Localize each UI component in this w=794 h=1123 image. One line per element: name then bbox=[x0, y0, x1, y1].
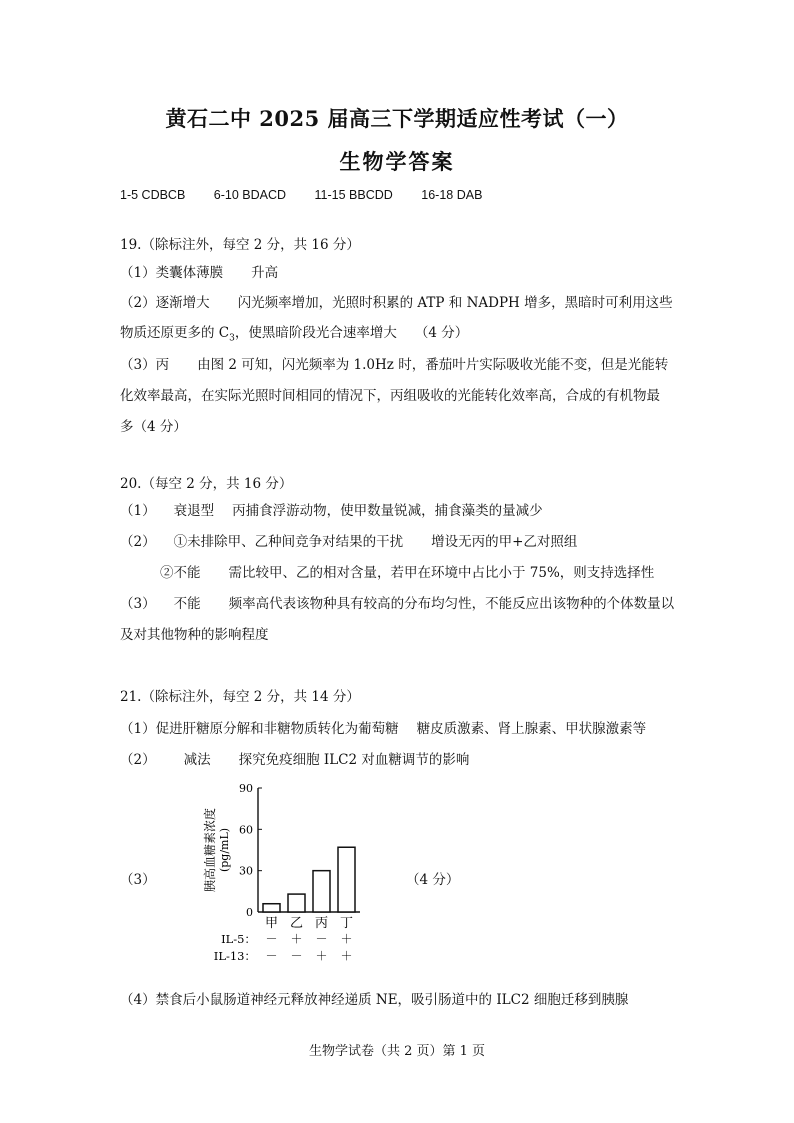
part-number: （2） bbox=[120, 534, 156, 550]
bar bbox=[313, 871, 330, 912]
x-category-label: 甲 bbox=[264, 916, 279, 931]
part-number: （1） bbox=[120, 721, 156, 737]
answer-text: 升高 bbox=[251, 265, 279, 281]
mc-answer-key bbox=[120, 188, 507, 202]
part-number: （3） bbox=[120, 357, 156, 373]
answer-text: 衰退型 bbox=[173, 503, 215, 519]
y-tick-label: 30 bbox=[239, 864, 253, 878]
answer-text: 需比较甲、乙的相对含量，若甲在环境中占比小于 75%，则支持选择性 bbox=[228, 565, 655, 581]
treatment-sign: － bbox=[265, 932, 278, 946]
q19-part2-line2 bbox=[120, 321, 468, 344]
x-category-label: 丙 bbox=[314, 916, 329, 931]
page-subtitle: 生物学答案 bbox=[339, 149, 455, 174]
q21-part1 bbox=[120, 717, 646, 737]
answer-text: 物质还原更多的 C bbox=[120, 325, 230, 341]
q21-part4 bbox=[120, 988, 628, 1008]
page-title: 黄石二中 2025 届高三下学期适应性考试（一） bbox=[165, 106, 629, 131]
mc-answer-group: 11-15 BBCDD bbox=[314, 188, 393, 202]
q19-header: 19.（除标注外，每空 2 分，共 16 分） bbox=[120, 237, 360, 253]
q19-part1 bbox=[120, 261, 278, 281]
q20-part2-line1 bbox=[120, 530, 577, 550]
q20-part2-line2 bbox=[160, 561, 654, 581]
answer-text: 减法 bbox=[183, 752, 211, 768]
treatment-sign: ＋ bbox=[290, 932, 303, 946]
part-number: （4） bbox=[120, 992, 156, 1008]
answer-text: 丙 bbox=[155, 357, 170, 373]
answer-text: 促进肝糖原分解和非糖物质转化为葡萄糖 bbox=[155, 721, 399, 737]
answer-text: 闪光频率增加，光照时积累的 ATP 和 NADPH 增多，黑暗时可利用这些 bbox=[237, 295, 673, 311]
q21-part3-score: （4 分） bbox=[406, 872, 460, 888]
answer-text: ，使黑暗阶段光合速率增大 bbox=[234, 325, 397, 341]
answer-text: 频率高代表该物种具有较高的分布均匀性，不能反应出该物种的个体数量以 bbox=[228, 596, 675, 612]
answer-text: 增设无丙的甲+乙对照组 bbox=[431, 534, 578, 550]
part-number: （1） bbox=[120, 265, 156, 281]
y-axis-label: 胰高血糖素浓度 bbox=[203, 807, 217, 893]
q19-part3-line2: 化效率最高，在实际光照时间相同的情况下，丙组吸收的光能转化效率高，合成的有机物最 bbox=[120, 388, 660, 404]
part-number: （1） bbox=[120, 503, 156, 519]
subscript: 3 bbox=[229, 333, 235, 344]
answer-text: 探究免疫细胞 ILC2 对血糖调节的影响 bbox=[238, 752, 470, 768]
y-tick-label: 60 bbox=[239, 823, 253, 837]
q20-part3-line2: 及对其他物种的影响程度 bbox=[120, 627, 269, 643]
treatment-sign: ＋ bbox=[340, 949, 353, 963]
part-number: （2） bbox=[120, 752, 156, 768]
bar bbox=[338, 847, 355, 912]
answer-text: ②不能 bbox=[160, 565, 201, 581]
q21-part3-number: （3） bbox=[120, 872, 156, 888]
treatment-row-label: IL-5： bbox=[221, 932, 256, 946]
score-note: （4 分） bbox=[414, 325, 469, 341]
treatment-sign: ＋ bbox=[315, 949, 328, 963]
answer-text: 类囊体薄膜 bbox=[155, 265, 224, 281]
part-number: （2） bbox=[120, 295, 156, 311]
mc-answer-group: 1-5 CDBCB bbox=[120, 188, 186, 202]
q20-part3-line1 bbox=[120, 592, 674, 612]
page-footer: 生物学试卷（共 2 页）第 1 页 bbox=[308, 1044, 486, 1059]
treatment-sign: － bbox=[290, 949, 303, 963]
y-axis-unit: (pg/mL) bbox=[218, 827, 231, 873]
q19-part3-line3: 多（4 分） bbox=[120, 419, 187, 435]
q19-part3-line1 bbox=[120, 353, 668, 373]
answer-text: 丙捕食浮游动物，使甲数量锐减，捕食藻类的量减少 bbox=[232, 503, 543, 519]
mc-answer-group: 16-18 DAB bbox=[421, 188, 483, 202]
q20-header: 20.（每空 2 分，共 16 分） bbox=[120, 476, 293, 492]
x-category-label: 乙 bbox=[289, 916, 304, 931]
y-tick-label: 90 bbox=[239, 782, 253, 795]
answer-text: 糖皮质激素、肾上腺素、甲状腺激素等 bbox=[416, 721, 647, 737]
mc-answer-group: 6-10 BDACD bbox=[213, 188, 287, 202]
treatment-sign: － bbox=[265, 949, 278, 963]
answer-text: 由图 2 可知，闪光频率为 1.0Hz 时，番茄叶片实际吸收光能不变，但是光能转 bbox=[197, 357, 669, 373]
q21-header: 21.（除标注外，每空 2 分，共 14 分） bbox=[120, 689, 360, 705]
part-number: （3） bbox=[120, 596, 156, 612]
q21-part2 bbox=[120, 748, 469, 768]
treatment-row-label: IL-13： bbox=[213, 949, 256, 963]
bar-chart bbox=[190, 775, 380, 975]
x-category-label: 丁 bbox=[339, 916, 354, 931]
answer-text: 禁食后小鼠肠道神经元释放神经递质 NE，吸引肠道中的 ILC2 细胞迁移到胰腺 bbox=[155, 992, 629, 1008]
treatment-sign: ＋ bbox=[340, 932, 353, 946]
treatment-sign: － bbox=[315, 932, 328, 946]
y-tick-label: 0 bbox=[246, 906, 253, 919]
bar bbox=[263, 904, 280, 912]
answer-text: 不能 bbox=[173, 596, 201, 612]
answer-text: 逐渐增大 bbox=[155, 295, 210, 311]
bar bbox=[288, 894, 305, 912]
answer-text: ①未排除甲、乙种间竞争对结果的干扰 bbox=[173, 534, 404, 550]
q20-part1 bbox=[120, 499, 543, 519]
q19-part2-line1 bbox=[120, 291, 673, 311]
